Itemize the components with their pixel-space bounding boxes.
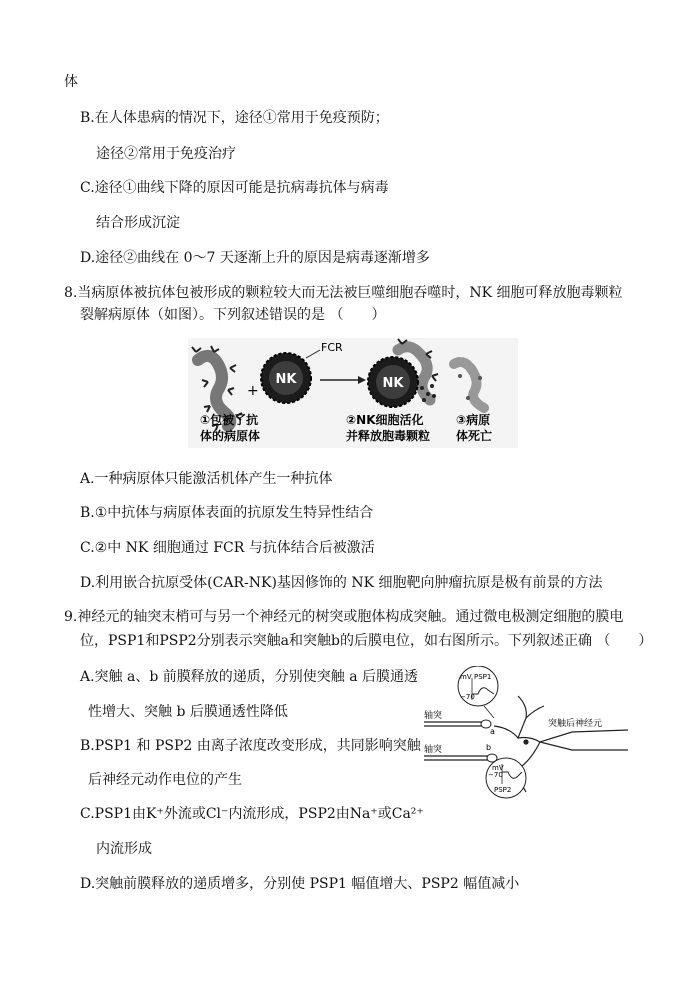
- q8-stem-line1: 8.当病原体被抗体包被形成的颗粒较大而无法被巨噬细胞吞噬时，NK 细胞可释放胞毒颗粒: [64, 285, 623, 301]
- q7-option-c-line1: C.途径①曲线下降的原因可能是抗病毒抗体与病毒: [80, 180, 389, 196]
- q9-option-c-line2: 内流形成: [96, 841, 152, 857]
- q9-option-d: D.突触前膜释放的递质增多，分别使 PSP1 幅值增大、PSP2 幅值减小: [80, 876, 520, 892]
- q7-option-b-line1: B.在人体患病的情况下，途径①常用于免疫预防；: [80, 110, 389, 126]
- nk-label-2: NK: [382, 376, 404, 391]
- fcr-label: FCR: [321, 341, 343, 354]
- q8-option-c: C.②中 NK 细胞通过 FCR 与抗体结合后被激活: [80, 540, 375, 556]
- q7-option-c-line2: 结合形成沉淀: [96, 215, 180, 231]
- plus-sign: +: [247, 383, 259, 399]
- axon-1-label: 轴突: [424, 711, 443, 721]
- q8-option-b: B.①中抗体与病原体表面的抗原发生特异性结合: [80, 505, 374, 521]
- psp2-label: PSP2: [494, 786, 512, 794]
- nk-cell-resting: [261, 353, 311, 403]
- q9-option-a-line1: A.突触 a、b 前膜释放的递质，分别使突触 a 后膜通透: [80, 669, 419, 685]
- q7-option-d: D.途径②曲线在 0～7 天逐渐上升的原因是病毒逐渐增多: [80, 250, 430, 266]
- caption-2-line2: 并释放胞毒颗粒: [346, 429, 431, 443]
- nk-label-1: NK: [275, 372, 297, 387]
- q8-option-a: A.一种病原体只能激活机体产生一种抗体: [80, 471, 333, 487]
- q9-stem-line2: 位，PSP1和PSP2分别表示突触a和突触b的后膜电位，如右图所示。下列叙述正确 （ ）: [80, 633, 653, 649]
- psp2-rest-label: −70: [488, 771, 503, 779]
- psp1-inset: [458, 666, 498, 706]
- q7-option-b-line2: 途径②常用于免疫治疗: [96, 146, 236, 162]
- psp2-inset: [486, 758, 526, 798]
- psp1-mv-label: mV: [460, 673, 472, 681]
- q9-option-a-line2: 性增大、突触 b 后膜通透性降低: [88, 704, 288, 720]
- caption-3-line2: 体死亡: [456, 429, 493, 443]
- q9-stem-line1: 9.神经元的轴突末梢可与另一个神经元的树突或胞体构成突触。通过微电极测定细胞的膜电: [64, 609, 624, 625]
- q9-option-b-line2: 后神经元动作电位的产生: [88, 772, 242, 788]
- q8-stem-line2: 裂解病原体（如图）。下列叙述错误的是 （ ）: [80, 307, 386, 323]
- q8-option-d: D.利用嵌合抗原受体(CAR-NK)基因修饰的 NK 细胞靶向肿瘤抗原是极有前景的方法: [80, 575, 603, 591]
- psp2-mv-label: mV: [492, 764, 504, 772]
- q9-option-b-line1: B.PSP1 和 PSP2 由离子浓度改变形成，共同影响突触: [80, 738, 421, 754]
- synapse-figure: [422, 666, 632, 801]
- caption-3-line1: ③病原: [456, 413, 491, 427]
- q9-option-c-line1: C.PSP1由K⁺外流或Cl⁻内流形成，PSP2由Na⁺或Ca²⁺: [80, 806, 424, 822]
- caption-1-line1: ①包被了抗: [200, 413, 259, 427]
- synapse-a-label: a: [490, 727, 495, 736]
- psp1-rest-label: −70: [460, 693, 475, 701]
- synapse-b-label: b: [486, 743, 492, 752]
- q7-tail: 体: [64, 74, 78, 90]
- caption-1-line2: 体的病原体: [200, 429, 261, 443]
- postsynaptic-label: 突触后神经元: [548, 719, 603, 729]
- nk-cell-figure: [188, 338, 518, 448]
- psp1-label: PSP1: [474, 673, 492, 681]
- caption-2-line1: ②NK细胞活化: [346, 413, 424, 427]
- axon-2-label: 轴突: [424, 745, 443, 755]
